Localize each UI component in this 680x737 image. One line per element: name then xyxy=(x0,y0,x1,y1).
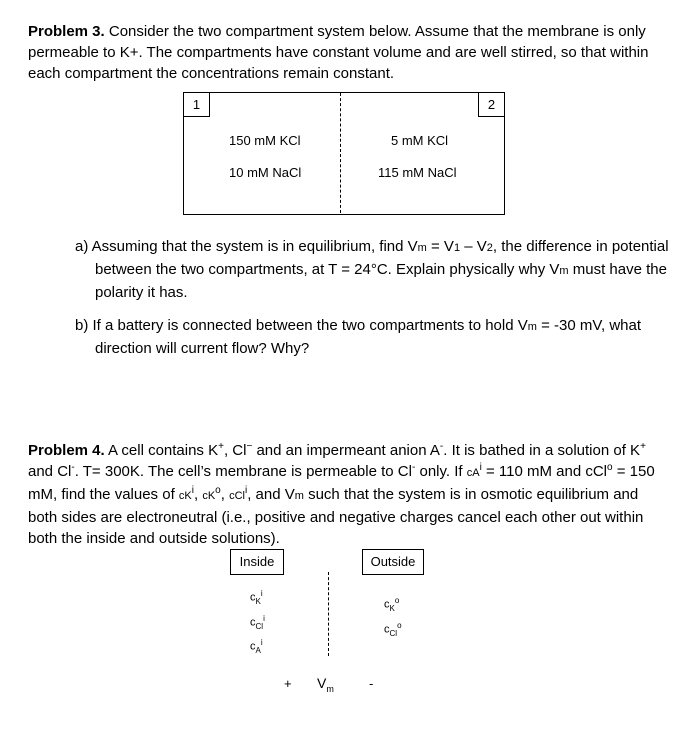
text-segment: i xyxy=(244,485,248,496)
text-segment: Problem 4. xyxy=(28,442,105,459)
right-kcl: 5 mM KCl xyxy=(391,133,449,148)
text-segment: , the difference in potential between the two compartments, at T = 24°C. Explain physically why V xyxy=(95,238,669,278)
compartment-2-label: 2 xyxy=(478,92,505,117)
text-segment: , and V xyxy=(247,486,295,503)
text-segment: m xyxy=(559,265,569,277)
text-segment: - xyxy=(411,462,416,473)
text-segment: - xyxy=(439,441,444,452)
text-segment: m xyxy=(294,490,304,502)
text-segment: cK xyxy=(202,490,216,502)
text-segment: o xyxy=(215,485,221,496)
ccl-outside: $c_{Cl}^o$ xyxy=(384,621,402,638)
text-segment: such that the system is in osmotic equilibrium and both sides are electroneutral (i.e., positive and negative charges cancel each other out within both the inside and outside solutions). xyxy=(28,486,644,547)
text-segment: m xyxy=(527,321,537,333)
text-segment: + xyxy=(218,441,224,452)
text-segment: and Cl xyxy=(28,463,72,480)
minus-sign: - xyxy=(369,676,374,691)
text-segment: m xyxy=(417,242,427,254)
text-segment: . T= 300K. The cell’s membrane is permeable to Cl xyxy=(74,463,412,480)
ccl-inside: $c_{Cl}^i$ xyxy=(250,614,265,631)
text-segment: only. If xyxy=(415,463,467,480)
text-segment: 2 xyxy=(486,242,493,254)
text-segment: − xyxy=(246,441,253,452)
text-segment: cA xyxy=(466,467,480,479)
text-segment: , xyxy=(193,486,203,503)
text-segment: = V xyxy=(426,238,454,255)
plus-sign: + xyxy=(284,676,292,691)
problem3-part-b xyxy=(75,315,670,359)
problem3-intro xyxy=(28,21,658,84)
inside-label: Inside xyxy=(230,549,284,575)
text-segment: , xyxy=(220,486,230,503)
outside-label: Outside xyxy=(362,549,424,575)
problem3-part-a xyxy=(75,236,670,303)
text-segment: + xyxy=(640,441,646,452)
membrane-line xyxy=(340,93,341,213)
text-segment: , Cl xyxy=(223,442,247,459)
compartment-diagram xyxy=(183,92,505,215)
text-segment: must have the polarity it has. xyxy=(95,261,667,301)
text-segment: i xyxy=(191,485,194,496)
cell-membrane-line xyxy=(328,572,329,656)
text-segment: a) Assuming that the system is in equilibrium, find V xyxy=(75,238,418,255)
vm-label: $V_m$ xyxy=(317,675,334,694)
problem4-text xyxy=(28,440,658,549)
ck-outside: $c_K^o$ xyxy=(384,596,400,613)
text-segment: = -30 mV, what direction will current flow? Why? xyxy=(95,317,642,357)
text-segment: = 150 mM, find the values of xyxy=(28,463,655,503)
text-segment: and an impermeant anion A xyxy=(252,442,440,459)
text-segment: 1 xyxy=(453,242,461,254)
text-segment: cK xyxy=(178,490,192,502)
text-segment: Problem 3. xyxy=(28,23,105,40)
text-segment: Consider the two compartment system below. Assume that the membrane is only permeable to K+. The compartments have constant volume and are well stirred, so that within each compartment the concentrations remain constant. xyxy=(28,23,649,82)
text-segment: i xyxy=(479,462,482,473)
text-segment: b) If a battery is connected between the two compartments to hold V xyxy=(75,317,528,334)
left-nacl: 10 mM NaCl xyxy=(229,165,302,180)
text-segment: = 110 mM and cCl xyxy=(481,463,608,480)
text-segment: . It is bathed in a solution of K xyxy=(443,442,641,459)
text-segment: – V xyxy=(460,238,487,255)
ck-inside: $c_K^i$ xyxy=(250,589,263,606)
text-segment: o xyxy=(607,462,613,473)
left-kcl: 150 mM KCl xyxy=(229,133,301,148)
ca-inside: $c_A^i$ xyxy=(250,638,263,655)
compartment-1-label: 1 xyxy=(183,92,210,117)
right-nacl: 115 mM NaCl xyxy=(378,165,457,180)
text-segment: A cell contains K xyxy=(104,442,219,459)
text-segment: - xyxy=(71,462,75,473)
text-segment: cCl xyxy=(229,490,245,502)
